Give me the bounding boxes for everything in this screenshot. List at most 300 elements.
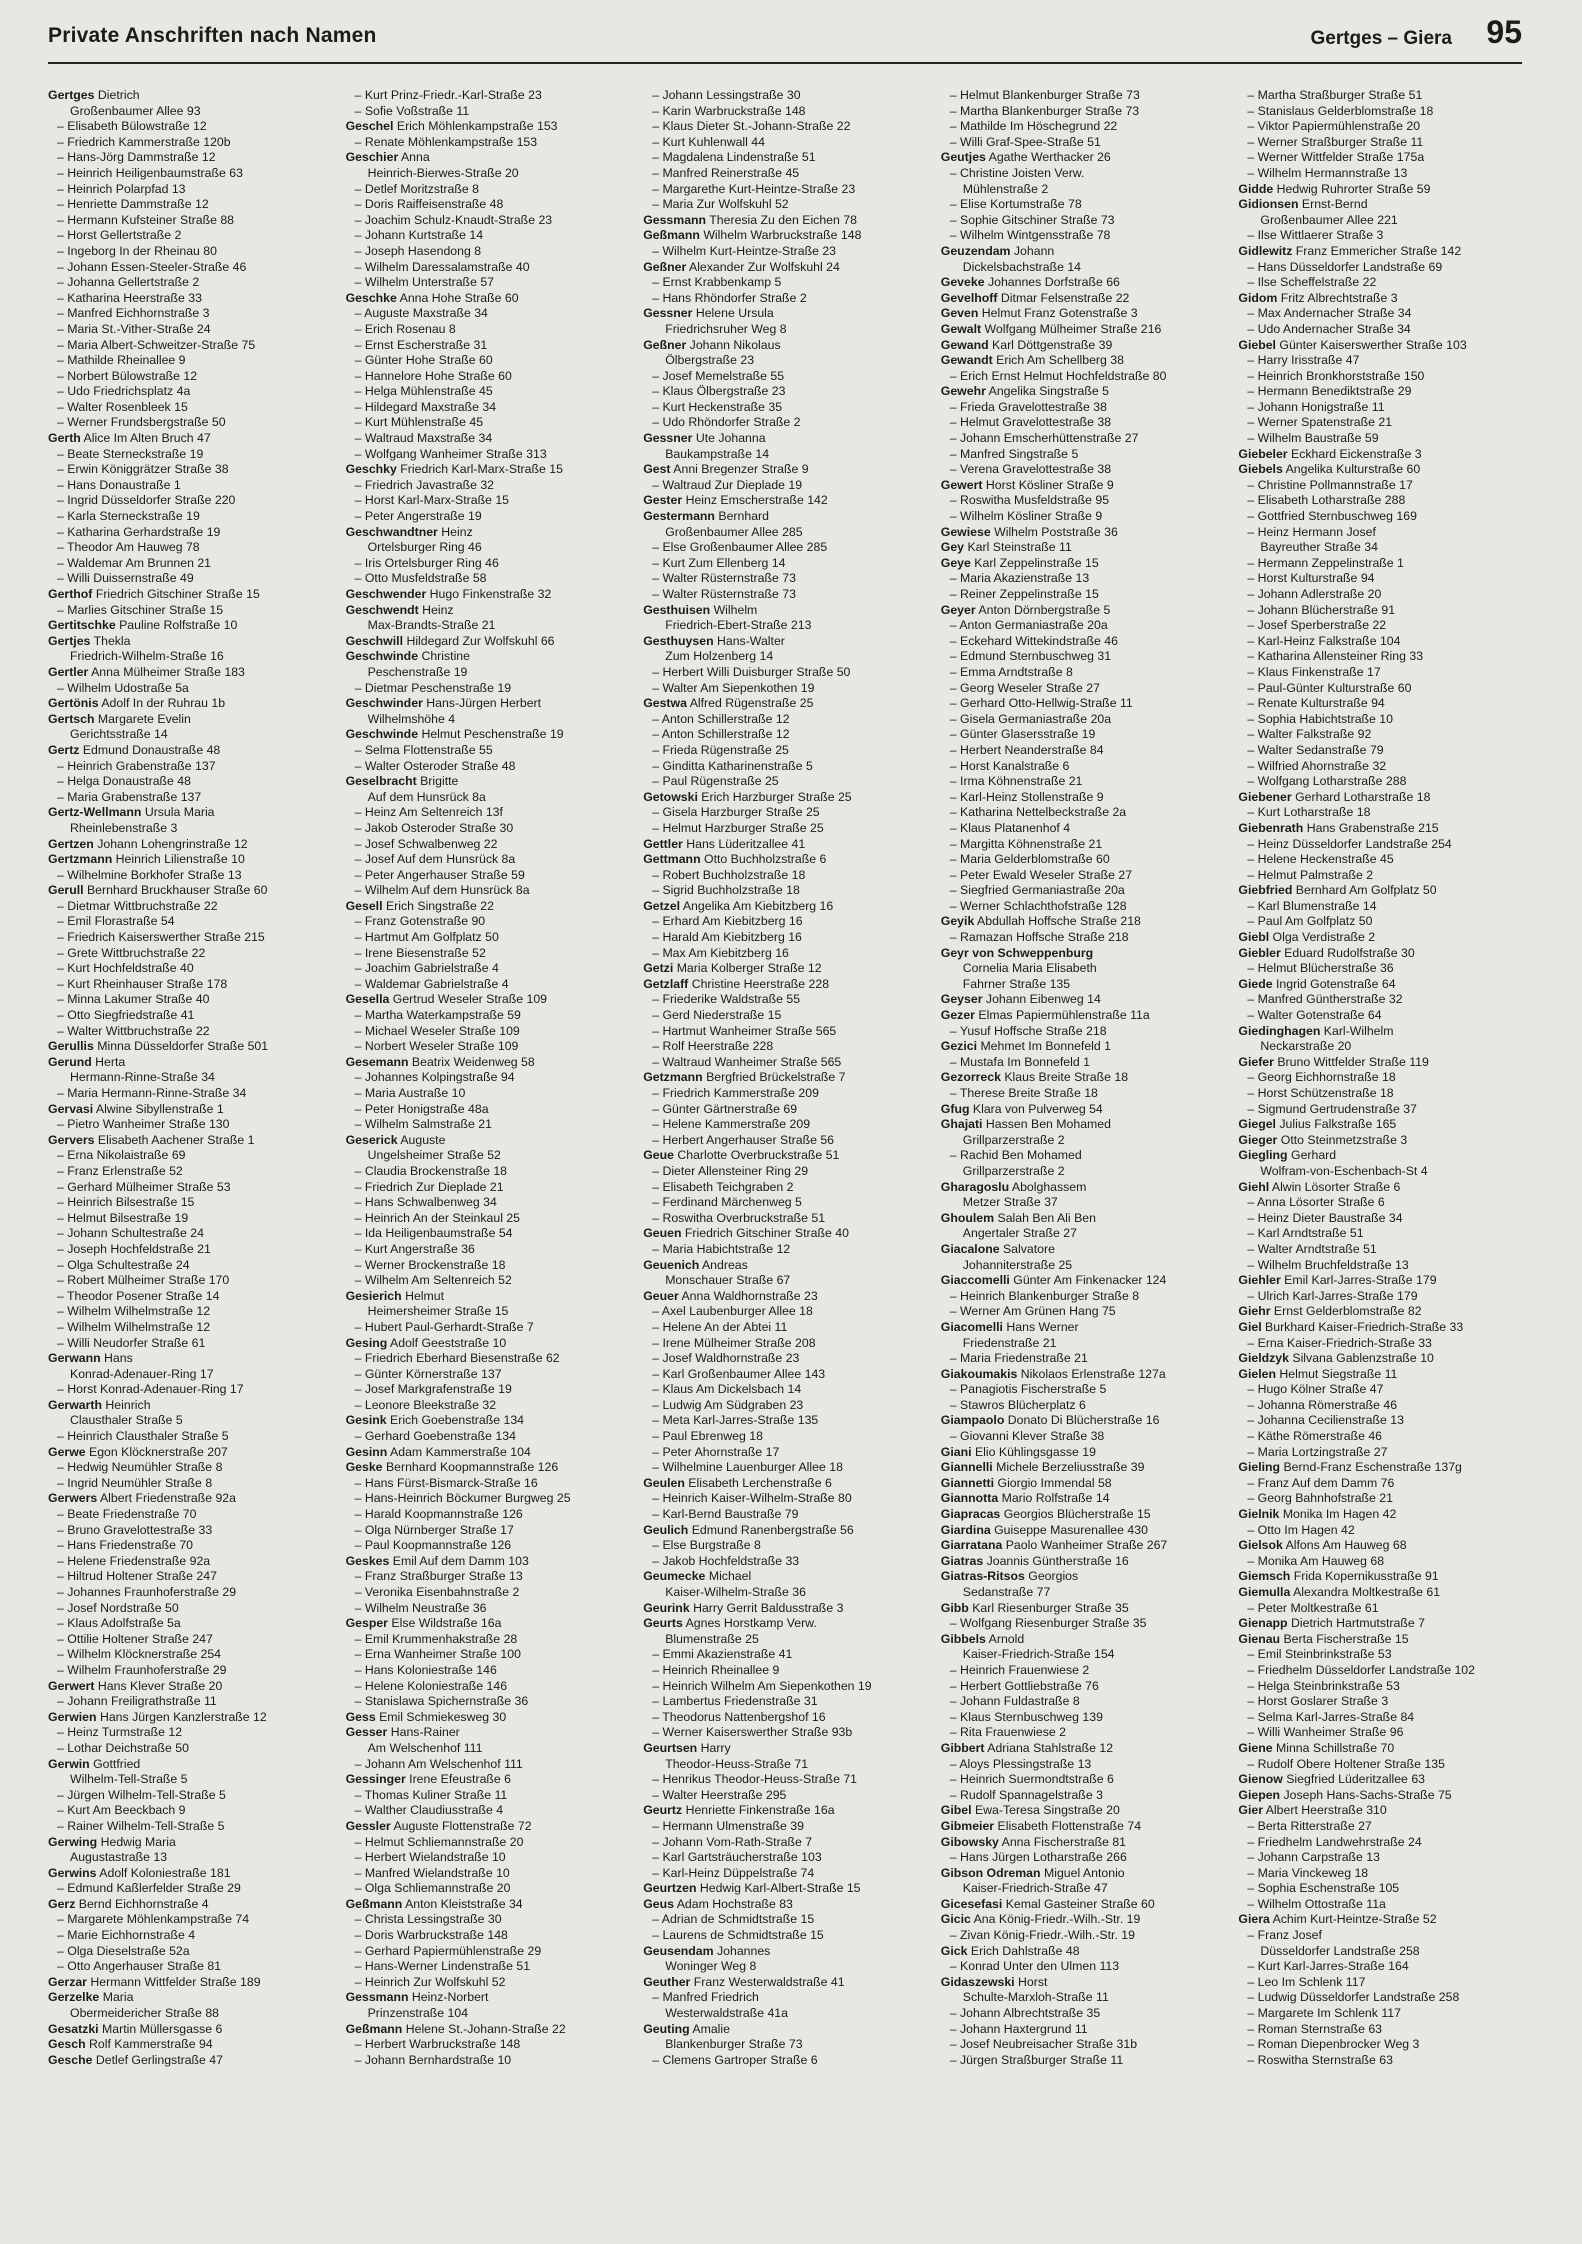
entry-details: – Rachid Ben Mohamed	[949, 1148, 1082, 1163]
entry-details: – Claudia Brockenstraße 18	[354, 1163, 508, 1178]
surname: Giebener	[1238, 789, 1292, 804]
directory-entry	[941, 914, 1225, 930]
surname: Gest	[643, 462, 671, 477]
entry-details: – Franz Straßburger Straße 13	[354, 1569, 523, 1584]
directory-entry	[48, 260, 332, 276]
entry-details: Peschenstraße 19	[367, 664, 468, 679]
entry-details: – Peter Ahornstraße 17	[652, 1444, 780, 1459]
surname: Gerzelke	[48, 1990, 100, 2005]
surname: Gessner	[643, 431, 693, 446]
entry-details: – Waldemar Am Brunnen 21	[57, 555, 212, 570]
entry-details: – Karl-Heinz Stollenstraße 9	[949, 789, 1104, 804]
entry-details: – Peter Honigstraße 48a	[354, 1101, 489, 1116]
directory-entry	[346, 1912, 630, 1928]
entry-details: – Heinrich Polarpfad 13	[57, 181, 186, 196]
entry-details: – Stanislawa Spichernstraße 36	[354, 1694, 529, 1709]
entry-details: – Emma Arndtstraße 8	[949, 664, 1073, 679]
directory-entry	[643, 899, 927, 915]
directory-entry	[941, 1616, 1225, 1632]
directory-entry	[941, 1289, 1225, 1305]
directory-entry	[346, 1429, 630, 1445]
directory-entry	[1238, 1647, 1522, 1663]
entry-details: Erich Am Schellberg 38	[996, 353, 1124, 368]
entry-details: Großenbaumer Allee 221	[1260, 212, 1398, 227]
entry-details: Irene Efeustraße 6	[409, 1772, 512, 1787]
directory-entry	[48, 1086, 332, 1102]
directory-entry	[941, 1897, 1225, 1913]
surname: Giegel	[1238, 1117, 1276, 1132]
directory-entry	[346, 462, 630, 478]
entry-details: – Helene Kammerstraße 209	[652, 1117, 811, 1132]
directory-entry	[1238, 213, 1522, 229]
entry-details: – Elisabeth Teichgraben 2	[652, 1179, 794, 1194]
directory-entry	[643, 1398, 927, 1414]
directory-entry	[1238, 88, 1522, 104]
surname: Geurtsen	[643, 1740, 698, 1755]
directory-entry	[48, 1819, 332, 1835]
entry-details: Günter Kaiserswerther Straße 103	[1279, 337, 1467, 352]
directory-entry	[346, 104, 630, 120]
directory-entry	[346, 696, 630, 712]
surname: Gerull	[48, 883, 84, 898]
entry-details: – Wilhelm Bruchfeldstraße 13	[1247, 1257, 1409, 1272]
surname: Geßmann	[345, 1896, 403, 1911]
directory-entry	[643, 743, 927, 759]
entry-details: Johann	[1013, 243, 1055, 258]
entry-details: – Wilhelm Am Seltenreich 52	[354, 1273, 512, 1288]
entry-details: Anna Fischerstraße 81	[1001, 1834, 1127, 1849]
surname: Gess	[345, 1709, 376, 1724]
entry-details: – Wilhelm Fraunhoferstraße 29	[57, 1662, 227, 1677]
directory-entry	[346, 571, 630, 587]
entry-details: Bergfried Brückelstraße 7	[706, 1070, 846, 1085]
entry-details: Horst Kösliner Straße 9	[985, 477, 1114, 492]
entry-details: – Johann Bernhardstraße 10	[354, 2052, 512, 2067]
surname: Gidlewitz	[1238, 243, 1293, 258]
entry-details: – Hans Friedenstraße 70	[57, 1538, 194, 1553]
entry-details: – Marie Eichhornstraße 4	[57, 1928, 196, 1943]
directory-entry	[1238, 821, 1522, 837]
listing-column-3	[643, 88, 927, 2228]
directory-entry	[1238, 883, 1522, 899]
directory-entry	[643, 883, 927, 899]
entry-details: Dickelsbachstraße 14	[962, 259, 1082, 274]
directory-entry	[1238, 1788, 1522, 1804]
entry-details: – Meta Karl-Jarres-Straße 135	[652, 1413, 819, 1428]
entry-details: – Max Am Kiebitzberg 16	[652, 945, 789, 960]
directory-entry	[643, 1601, 927, 1617]
directory-entry	[941, 525, 1225, 541]
directory-entry	[1238, 1959, 1522, 1975]
directory-entry	[1238, 1835, 1522, 1851]
directory-entry	[643, 1070, 927, 1086]
directory-entry	[48, 1585, 332, 1601]
surname: Geschwinde	[345, 727, 419, 742]
entry-details: – Margarete Möhlenkampstraße 74	[57, 1912, 250, 1927]
entry-details: – Horst Gellertstraße 2	[57, 228, 182, 243]
entry-details: – Johann Lessingstraße 30	[652, 88, 801, 102]
entry-details: – Marlies Gitschiner Straße 15	[57, 602, 224, 617]
entry-details: Ernst-Bernd	[1301, 197, 1368, 212]
entry-details: Guiseppe Masurenallee 430	[994, 1522, 1148, 1537]
directory-entry	[48, 1632, 332, 1648]
directory-entry	[346, 431, 630, 447]
entry-details: – Gerd Niederstraße 15	[652, 1008, 782, 1023]
directory-entry	[941, 1008, 1225, 1024]
entry-details: Rheinlebenstraße 3	[70, 820, 178, 835]
directory-entry	[643, 1102, 927, 1118]
entry-details: – Sophia Habichtstraße 10	[1247, 711, 1393, 726]
entry-details: Amalie	[692, 2021, 730, 2036]
directory-entry	[941, 1367, 1225, 1383]
directory-entry	[941, 1803, 1225, 1819]
directory-entry	[346, 1538, 630, 1554]
entry-details: Ewa-Teresa Singstraße 20	[974, 1803, 1120, 1818]
directory-entry	[1238, 1538, 1522, 1554]
directory-entry	[48, 384, 332, 400]
entry-details: – Stawros Blücherplatz 6	[949, 1397, 1086, 1412]
directory-entry	[941, 743, 1225, 759]
directory-entry	[941, 1351, 1225, 1367]
entry-details: Georgios Blücherstraße 15	[1003, 1507, 1151, 1522]
entry-details: – Walter Rüsternstraße 73	[652, 587, 796, 601]
entry-details: – Paul Ebrenweg 18	[652, 1429, 763, 1444]
directory-entry	[643, 1086, 927, 1102]
directory-entry	[1238, 1990, 1522, 2006]
directory-entry	[941, 197, 1225, 213]
surname: Gerthof	[48, 587, 93, 601]
directory-entry	[346, 369, 630, 385]
entry-details: Alwin Lösorter Straße 6	[1271, 1179, 1401, 1194]
directory-entry	[48, 1117, 332, 1133]
entry-details: – Magdalena Lindenstraße 51	[652, 150, 816, 165]
entry-details: – Johannes Kolpingstraße 94	[354, 1070, 515, 1085]
surname: Gesch	[48, 2037, 86, 2052]
directory-entry	[48, 197, 332, 213]
directory-entry	[941, 1959, 1225, 1975]
entry-details: Maria Kolberger Straße 12	[676, 961, 822, 976]
entry-details: – Johann Haxtergrund 11	[949, 2021, 1088, 2036]
entry-details: Friedrich-Wilhelm-Straße 16	[70, 649, 224, 664]
directory-entry	[941, 1070, 1225, 1086]
entry-details: – Roman Sternstraße 63	[1247, 2021, 1383, 2036]
directory-entry	[346, 119, 630, 135]
entry-details: – Rolf Heerstraße 228	[652, 1039, 774, 1054]
entry-details: Blankenburger Straße 73	[665, 2037, 803, 2052]
entry-details: Emil Karl-Jarres-Straße 179	[1284, 1273, 1437, 1288]
directory-entry	[48, 1195, 332, 1211]
entry-details: – Heinrich Suermondtstraße 6	[949, 1772, 1114, 1787]
entry-details: – Walter Osteroder Straße 48	[354, 758, 516, 773]
entry-details: – Joachim Schulz-Knaudt-Straße 23	[354, 212, 553, 227]
directory-entry	[346, 556, 630, 572]
surname: Gieling	[1238, 1460, 1281, 1475]
directory-entry	[346, 509, 630, 525]
surname: Geyer	[940, 602, 976, 617]
surname: Geschwinde	[345, 649, 419, 664]
directory-entry	[346, 1819, 630, 1835]
entry-details: – Franz Erlenstraße 52	[57, 1163, 183, 1178]
entry-details: – Heinrich Kaiser-Wilhelm-Straße 80	[652, 1491, 852, 1506]
entry-details: – Iris Ortelsburger Ring 46	[354, 555, 499, 570]
entry-details: – Wilhelm Kösliner Straße 9	[949, 509, 1103, 524]
directory-entry	[1238, 431, 1522, 447]
surname: Geven	[940, 306, 979, 321]
directory-entry	[48, 1647, 332, 1663]
directory-entry	[346, 1507, 630, 1523]
surname: Gibbert	[940, 1740, 985, 1755]
entry-details: – Renate Kulturstraße 94	[1247, 696, 1385, 711]
surname: Geschke	[345, 290, 397, 305]
directory-entry	[941, 837, 1225, 853]
surname: Gesthuisen	[643, 602, 711, 617]
entry-details: – Helmut Gravelottestraße 38	[949, 415, 1112, 430]
directory-entry	[941, 1180, 1225, 1196]
directory-entry	[346, 743, 630, 759]
directory-entry	[346, 1070, 630, 1086]
surname: Gesthuysen	[643, 633, 714, 648]
entry-details: Brigitte	[420, 774, 459, 789]
directory-entry	[346, 837, 630, 853]
directory-entry	[1238, 1476, 1522, 1492]
entry-details: – Hans Düsseldorfer Landstraße 69	[1247, 259, 1443, 274]
directory-entry	[346, 1086, 630, 1102]
entry-details: – Heinrich Wilhelm Am Siepenkothen 19	[652, 1678, 872, 1693]
directory-entry	[48, 1912, 332, 1928]
entry-details: – Kurt Karl-Jarres-Straße 164	[1247, 1959, 1409, 1974]
entry-details: – Roswitha Musfeldstraße 95	[949, 493, 1110, 508]
directory-entry	[643, 914, 927, 930]
directory-entry	[643, 1835, 927, 1851]
entry-details: Edmund Ranenbergstraße 56	[691, 1522, 854, 1537]
directory-entry	[1238, 1850, 1522, 1866]
entry-details: Ana König-Friedr.-Wilh.-Str. 19	[973, 1912, 1141, 1927]
directory-entry	[346, 1647, 630, 1663]
directory-entry	[346, 2022, 630, 2038]
entry-details: – Friedhelm Düsseldorfer Landstraße 102	[1247, 1662, 1475, 1677]
directory-entry	[643, 1975, 927, 1991]
entry-details: – Erna Kaiser-Friedrich-Straße 33	[1247, 1335, 1432, 1350]
directory-entry	[941, 213, 1225, 229]
directory-entry	[643, 509, 927, 525]
surname: Geselbracht	[345, 774, 417, 789]
surname: Gertz-Wellmann	[48, 805, 142, 820]
directory-entry	[643, 1055, 927, 1071]
entry-details: Eckhard Eickenstraße 3	[1291, 446, 1422, 461]
directory-entry	[643, 1445, 927, 1461]
entry-details: Elisabeth Lerchenstraße 6	[688, 1475, 832, 1490]
surname: Gieger	[1238, 1132, 1278, 1147]
directory-entry	[643, 2022, 927, 2038]
entry-details: Woninger Weg 8	[665, 1959, 757, 1974]
directory-entry	[941, 1928, 1225, 1944]
directory-entry	[643, 431, 927, 447]
directory-entry	[643, 1164, 927, 1180]
directory-entry	[48, 1211, 332, 1227]
entry-details: Adriana Stahlstraße 12	[987, 1740, 1114, 1755]
directory-entry	[643, 805, 927, 821]
directory-entry	[1238, 1616, 1522, 1632]
entry-details: Alice Im Alten Bruch 47	[83, 431, 211, 446]
entry-details: – Walter Gotenstraße 64	[1247, 1008, 1382, 1023]
directory-entry	[48, 1866, 332, 1882]
directory-entry	[643, 1741, 927, 1757]
directory-entry	[48, 899, 332, 915]
directory-entry	[941, 1663, 1225, 1679]
entry-details: – Kurt Am Beeckbach 9	[57, 1803, 186, 1818]
directory-entry	[346, 1117, 630, 1133]
directory-entry	[643, 493, 927, 509]
directory-entry	[48, 946, 332, 962]
entry-details: – Ottilie Holtener Straße 247	[57, 1631, 213, 1646]
directory-entry	[48, 104, 332, 120]
entry-details: – Rudolf Obere Holtener Straße 135	[1247, 1756, 1445, 1771]
entry-details: – Horst Goslarer Straße 3	[1247, 1694, 1389, 1709]
entry-details: – Beate Friedenstraße 70	[57, 1507, 197, 1522]
entry-details: Georgios	[1028, 1569, 1079, 1584]
directory-entry	[1238, 1881, 1522, 1897]
directory-entry	[346, 447, 630, 463]
entry-details: Adam Hochstraße 83	[676, 1896, 793, 1911]
directory-entry	[48, 790, 332, 806]
surname: Gier	[1238, 1803, 1263, 1818]
entry-details: Augustastraße 13	[70, 1850, 168, 1865]
entry-details: – Christa Lessingstraße 30	[354, 1912, 502, 1927]
directory-entry	[643, 1523, 927, 1539]
entry-details: – Paul Koopmannstraße 126	[354, 1538, 512, 1553]
entry-details: – Franz Gotenstraße 90	[354, 914, 486, 929]
entry-details: – Günter Gärtnerstraße 69	[652, 1101, 798, 1116]
directory-entry	[48, 1944, 332, 1960]
directory-entry	[941, 1164, 1225, 1180]
entry-details: Hedwig Ruhrorter Straße 59	[1276, 181, 1431, 196]
directory-entry	[643, 353, 927, 369]
directory-entry	[48, 478, 332, 494]
surname: Geschwender	[345, 587, 427, 601]
entry-details: Friedrich Gitschiner Straße 15	[95, 587, 260, 601]
entry-details: Heimersheimer Straße 15	[367, 1304, 509, 1319]
surname: Geurtz	[643, 1803, 683, 1818]
surname: Gessinger	[345, 1772, 406, 1787]
entry-details: – Hartmut Wanheimer Straße 565	[652, 1023, 837, 1038]
entry-details: – Martha Straßburger Straße 51	[1247, 88, 1423, 102]
directory-entry	[1238, 790, 1522, 806]
surname: Gesing	[345, 1335, 388, 1350]
entry-details: – Sophie Gitschiner Straße 73	[949, 212, 1115, 227]
entry-details: – Karl Großenbaumer Allee 143	[652, 1366, 826, 1381]
entry-details: Ursula Maria	[144, 805, 215, 820]
entry-details: Konrad-Adenauer-Ring 17	[70, 1366, 214, 1381]
entry-details: Franz Westerwaldstraße 41	[693, 1974, 845, 1989]
entry-details: – Ramazan Hoffsche Straße 218	[949, 930, 1129, 945]
surname: Gester	[643, 493, 683, 508]
directory-entry	[48, 1928, 332, 1944]
entry-details: – Walter Sedanstraße 79	[1247, 742, 1384, 757]
directory-entry	[941, 1382, 1225, 1398]
directory-entry	[48, 119, 332, 135]
directory-entry	[346, 1351, 630, 1367]
entry-details: – Gerhard Mülheimer Straße 53	[57, 1179, 231, 1194]
directory-entry	[346, 727, 630, 743]
directory-entry	[643, 150, 927, 166]
directory-entry	[346, 868, 630, 884]
surname: Gesemann	[345, 1054, 409, 1069]
entry-details: Heinrich Lilienstraße 10	[115, 852, 245, 867]
directory-entry	[48, 1616, 332, 1632]
entry-details: – Manfred Friedrich	[652, 1990, 759, 2005]
directory-entry	[346, 1990, 630, 2006]
directory-entry	[643, 868, 927, 884]
surname: Giebeler	[1238, 446, 1288, 461]
entry-details: Arnold	[988, 1631, 1025, 1646]
directory-entry	[48, 1039, 332, 1055]
directory-entry	[643, 306, 927, 322]
entry-details: – Heinrich Frauenwiese 2	[949, 1662, 1090, 1677]
directory-entry	[48, 743, 332, 759]
entry-details: Herta	[95, 1054, 126, 1069]
entry-details: Ute Johanna	[695, 431, 766, 446]
directory-entry	[48, 509, 332, 525]
directory-entry	[643, 1725, 927, 1741]
directory-entry	[48, 540, 332, 556]
entry-details: – Adrian de Schmidtstraße 15	[652, 1912, 815, 1927]
surname: Gerzar	[48, 1974, 87, 1989]
surname: Getzi	[643, 961, 674, 976]
directory-entry	[941, 1133, 1225, 1149]
directory-entry	[941, 1850, 1225, 1866]
entry-details: Berta Fischerstraße 15	[1283, 1631, 1409, 1646]
directory-entry	[346, 883, 630, 899]
entry-details: – Johann Essen-Steeler-Straße 46	[57, 259, 247, 274]
entry-details: – Katharina Gerhardstraße 19	[57, 524, 221, 539]
entry-details: – Kurt Zum Ellenberg 14	[652, 555, 786, 570]
entry-details: – Otto Musfeldstraße 58	[354, 571, 487, 586]
directory-entry	[48, 135, 332, 151]
surname: Geschwandtner	[345, 524, 438, 539]
directory-entry	[941, 1866, 1225, 1882]
directory-entry	[643, 540, 927, 556]
entry-details: – Otto Siegfriedstraße 41	[57, 1008, 195, 1023]
entry-details: – Peter Angerstraße 19	[354, 509, 482, 524]
entry-details: – Helga Donaustraße 48	[57, 774, 191, 789]
surname: Geuenich	[643, 1257, 700, 1272]
directory-entry	[346, 1725, 630, 1741]
directory-entry	[346, 1959, 630, 1975]
entry-details: – Maria Habichtstraße 12	[652, 1241, 791, 1256]
entry-details: – Josef Schwalbenweg 22	[354, 836, 498, 851]
entry-details: – Maria Akazienstraße 13	[949, 571, 1090, 586]
entry-details: – Helene Heckenstraße 45	[1247, 852, 1394, 867]
directory-entry	[1238, 260, 1522, 276]
directory-entry	[643, 1289, 927, 1305]
surname: Gerwers	[48, 1491, 98, 1506]
entry-details: – Johannes Fraunhoferstraße 29	[57, 1585, 237, 1599]
entry-details: Johann Eibenweg 14	[985, 992, 1101, 1007]
entry-details: – Willi Wanheimer Straße 96	[1247, 1725, 1404, 1740]
directory-entry	[941, 805, 1225, 821]
entry-details: Johannes	[717, 1943, 771, 1958]
surname: Gertzmann	[48, 852, 113, 867]
directory-entry	[941, 322, 1225, 338]
directory-entry	[48, 992, 332, 1008]
entry-details: – Elisabeth Bülowstraße 12	[57, 119, 207, 134]
surname: Geuzendam	[940, 243, 1011, 258]
directory-entry	[643, 992, 927, 1008]
surname: Geye	[940, 555, 971, 570]
entry-details: Auguste Flottenstraße 72	[393, 1818, 532, 1833]
directory-entry	[643, 1585, 927, 1601]
entry-details: Ernst Gelderblomstraße 82	[1273, 1304, 1422, 1319]
